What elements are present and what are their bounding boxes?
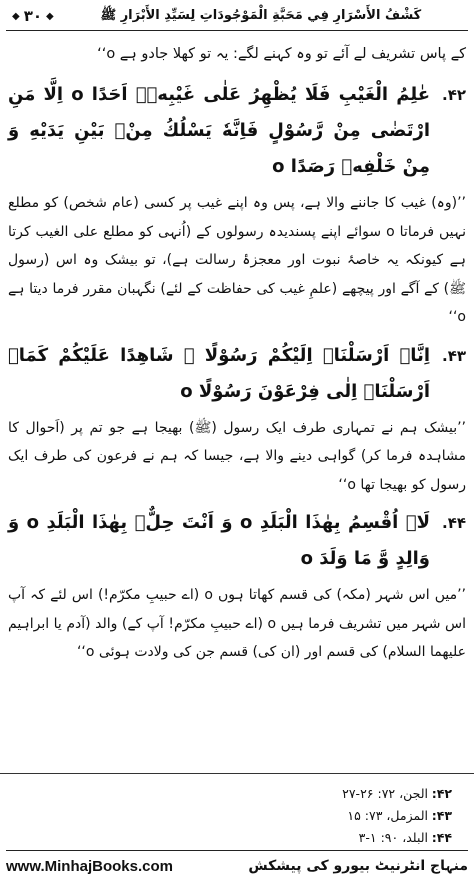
verse-translation: ’’(وہ) غیب کا جاننے والا ہے، پس وہ اپنے غیب پر کسی (عام شخص) کو مطلع نہیں فرماتا o سوائے اپنے پسندیدہ رسولوں کے (اُنہی کو مطلع علی الغیب کرتا ہے کیونکہ یہ خاصۂ نبوت اور معجزۂ رسالت ہے)، تو بیشک وہ اس (رسول ﷺ) کے آگے اور پیچھے (علمِ غیب کی حفاظت کے لئے) نگہبان مقرر فرما دیتا ہے o‘‘ xyxy=(8,195,466,325)
footnote-item xyxy=(8,805,452,827)
verse-arabic-text: لَاۤ اُقْسِمُ بِهٰذَا الْبَلَدِ o وَ اَنْتَ حِلٌّۢ بِهٰذَا الْبَلَدِ o وَ وَالِدٍ وَّ مَا وَلَدَ o xyxy=(8,512,431,569)
verse-number: ۴۳. xyxy=(441,346,466,365)
footnote-number: ۴۴: xyxy=(431,830,452,845)
running-title: كَشْفُ الأَسْرَارِ فِي مَحَبَّةِ الْمَوْجُودَاتِ لِسَيِّدِ الأَبْرَارِ ﷺ xyxy=(100,7,422,23)
page-footer xyxy=(6,850,468,881)
ornament-icon: ◆ xyxy=(46,10,54,22)
website-link[interactable]: www.MinhajBooks.com xyxy=(6,857,173,875)
footnote-reference: المزمل، ۷۳: ۱۵ xyxy=(347,808,428,823)
page-body xyxy=(8,38,466,667)
footnote-number: ۴۲: xyxy=(431,786,452,801)
verse-number: ۴۲. xyxy=(441,86,466,104)
ornament-icon: ◆ xyxy=(12,10,20,22)
footnote-item xyxy=(8,827,452,849)
footnote-number: ۴۳: xyxy=(431,808,452,823)
verse-translation: ’’بیشک ہم نے تمہاری طرف ایک رسول (ﷺ) بھیجا ہے جو تم پر (اَحوال کا مشاہدہ فرما کر) گواہی دینے والا ہے، جیسا کہ ہم نے فرعون کی طرف ایک رسول کو بھیجا تھا o‘‘ xyxy=(8,419,466,493)
verse-arabic-text: عٰلِمُ الْغَيْبِ فَلَا يُظْهِرُ عَلٰى غَيْبِهٖۤ اَحَدًا o اِلَّا مَنِ ارْتَضٰى مِنْ رَّسُوْلٍ فَاِنَّهٗ يَسْلُكُ مِنْۢ بَيْنِ يَدَيْهِ وَ مِنْ خَلْفِهٖ رَصَدًا o xyxy=(8,84,430,177)
page-header xyxy=(6,2,468,31)
footnote-item xyxy=(8,783,452,805)
footnote-reference: البلد، ۹۰: ۱-۳ xyxy=(358,830,428,845)
page-number: ۳۰ xyxy=(23,7,43,25)
page-number-block xyxy=(12,7,54,25)
footnote-divider xyxy=(0,773,474,774)
footnotes xyxy=(8,783,452,849)
verse-43 xyxy=(8,338,466,410)
intro-line: کے پاس تشریف لے آئے تو وہ کہنے لگے: یہ تو کھلا جادو ہے o‘‘ xyxy=(97,46,466,62)
footnote-reference: الجن، ۷۲: ۲۶-۲۷ xyxy=(342,786,428,801)
verse-42 xyxy=(8,77,466,185)
publisher-credit: منہاج انٹرنیٹ بیورو کی پیشکش xyxy=(248,858,468,874)
verse-44 xyxy=(8,505,466,577)
verse-translation: ’’میں اس شہر (مکہ) کی قسم کھاتا ہوں o (اے حبیبِ مکرّم!) اس لئے کہ آپ اس شہر میں تشریف فرما ہیں o (اے حبیبِ مکرّم! آپ کے) والد (آدم یا ابراہیم علیھما السلام) کی قسم اور (ان کی) قسم جن کی ولادت ہوئی o‘‘ xyxy=(8,587,466,660)
verse-number: ۴۴. xyxy=(441,514,466,532)
verse-arabic-text: اِنَّاۤ اَرْسَلْنَاۤ اِلَيْكُمْ رَسُوْلًا ۙ شَاهِدًا عَلَيْكُمْ كَمَاۤ اَرْسَلْنَاۤ اِلٰى فِرْعَوْنَ رَسُوْلًا o xyxy=(8,344,430,402)
